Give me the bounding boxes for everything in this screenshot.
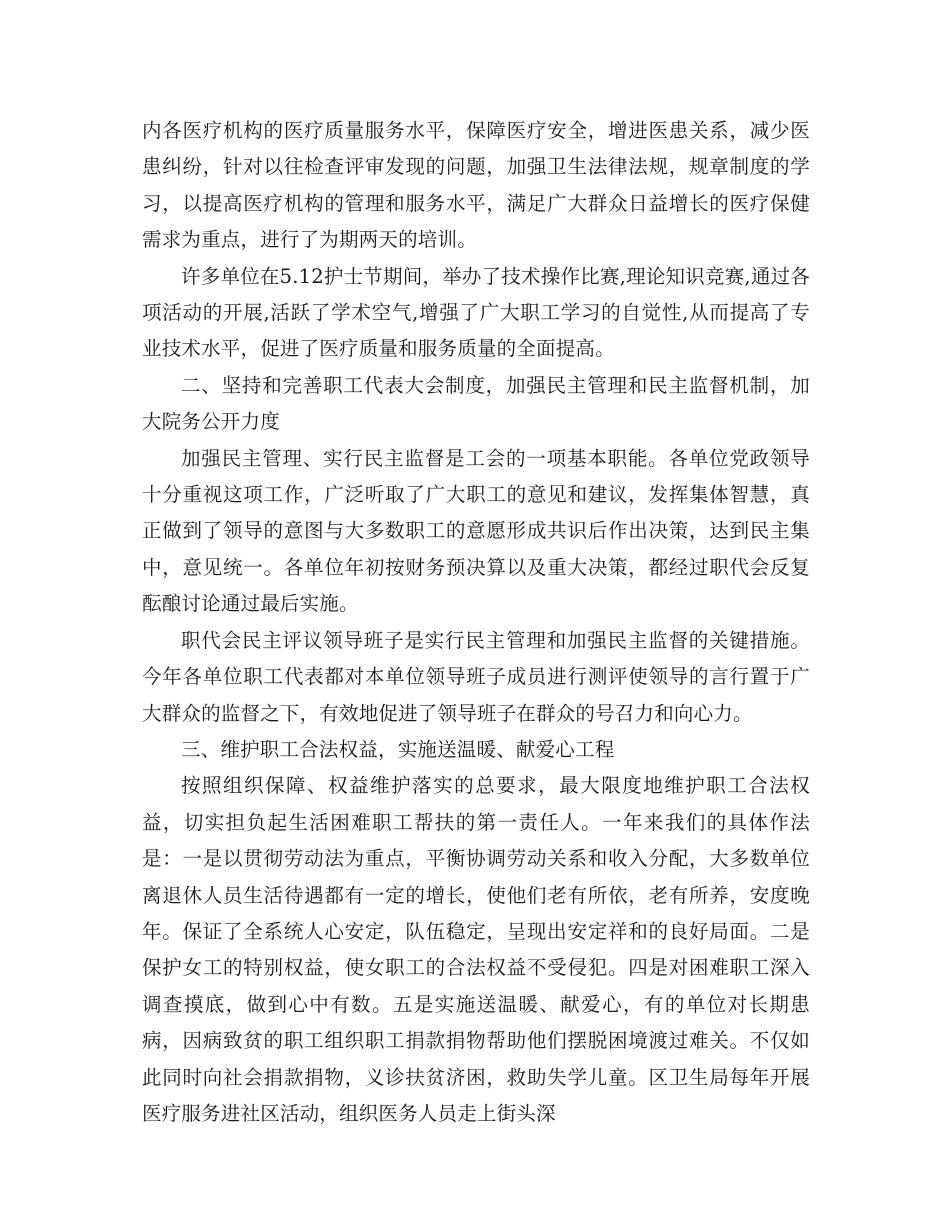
section-heading-3: 三、维护职工合法权益，实施送温暖、献爱心工程 (181, 737, 615, 761)
paragraph-democratic-management: 加强民主管理、实行民主监督是工会的一项基本职能。各单位党政领导十分重视这项工作，广泛听取了广大职工的意见和建议，发挥集体智慧，真正做到了领导的意图与大多数职工的意愿形成共识后作出决策，达到民主集中，意见统一。各单位年初按财务预决算以及重大决策，都经过职代会反复酝酿讨论通过最后实施。 (142, 446, 810, 616)
paragraph-worker-rights: 按照组织保障、权益维护落实的总要求，最大限度地维护职工合法权益，切实担负起生活困难职工帮扶的第一责任人。一年来我们的具体作法是：一是以贯彻劳动法为重点，平衡协调劳动关系和收入分配，大多数单位离退休人员生活待遇都有一定的增长，使他们老有所依，老有所养，安度晚年。保证了全系统人心安定，队伍稳定，呈现出安定祥和的良好局面。二是保护女工的特别权益，使女职工的合法权益不受侵犯。四是对困难职工深入调查摸底，做到心中有数。五是实施送温暖、献爱心，有的单位对长期患病，因病致贫的职工组织职工捐款捐物帮助他们摆脱困境渡过难关。不仅如此同时向社会捐款捐物，义诊扶贫济困，救助失学儿童。区卫生局每年开展医疗服务进社区活动，组织医务人员走上街头深 (142, 774, 810, 1125)
paragraph-leadership-review: 职代会民主评议领导班子是实行民主管理和加强民主监督的关键措施。今年各单位职工代表都对本单位领导班子成员进行测评使领导的言行置于广大群众的监督之下，有效地促进了领导班子在群众的号召力和向心力。 (142, 628, 810, 725)
paragraph-nurses-day: 许多单位在5.12护士节期间，举办了技术操作比赛,理论知识竞赛,通过各项活动的开展,活跃了学术空气,增强了广大职工学习的自觉性,从而提高了专业技术水平，促进了医疗质量和服务质量的全面提高。 (142, 264, 810, 361)
document-body (142, 113, 810, 1132)
section-heading-2: 二、坚持和完善职工代表大会制度，加强民主管理和民主监督机制，加大院务公开力度 (142, 373, 810, 434)
paragraph-continuation: 内各医疗机构的医疗质量服务水平，保障医疗安全，增进医患关系，减少医患纠纷，针对以往检查评审发现的问题，加强卫生法律法规，规章制度的学习，以提高医疗机构的管理和服务水平，满足广大群众日益增长的医疗保健需求为重点，进行了为期两天的培训。 (142, 119, 810, 252)
